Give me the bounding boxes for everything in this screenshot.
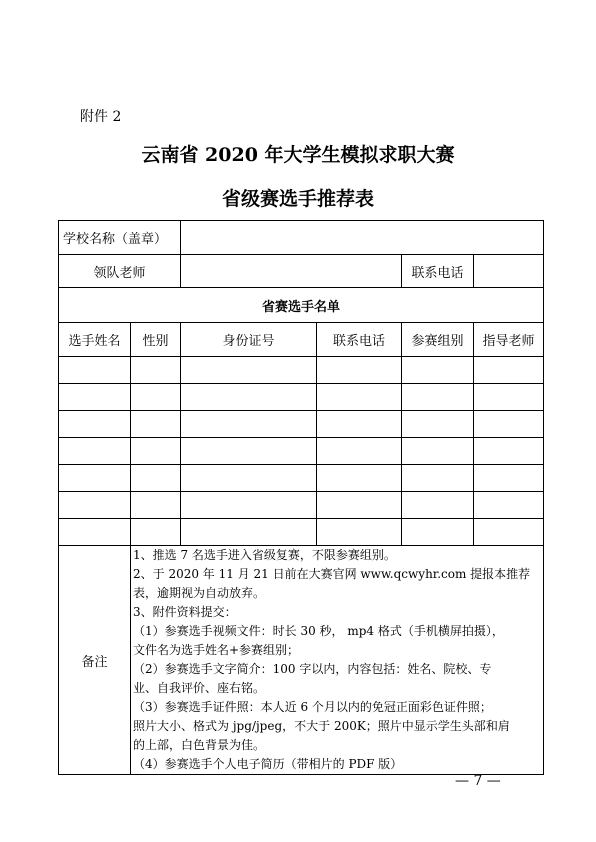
note-line: （2）参赛选手文字简介：100 字以内，内容包括：姓名、院校、专: [133, 662, 492, 676]
table-cell[interactable]: [131, 465, 181, 492]
table-cell[interactable]: [317, 438, 402, 465]
table-cell[interactable]: [59, 438, 131, 465]
notes-content: [131, 546, 544, 775]
table-cell[interactable]: [402, 438, 474, 465]
table-cell[interactable]: [474, 384, 544, 411]
column-header: 选手姓名: [59, 323, 131, 357]
table-cell[interactable]: [474, 438, 544, 465]
school-label: 学校名称（盖章）: [59, 221, 181, 255]
table-cell[interactable]: [131, 357, 181, 384]
table-cell[interactable]: [181, 411, 317, 438]
list-title-row: [59, 288, 544, 323]
table-cell[interactable]: [131, 492, 181, 519]
table-cell[interactable]: [59, 411, 131, 438]
leader-phone-value-cell[interactable]: [474, 255, 544, 288]
table-cell[interactable]: [181, 492, 317, 519]
note-line: 表，逾期视为自动放弃。: [133, 586, 266, 600]
note-line: 的上部，白色背景为佳。: [133, 738, 266, 752]
table-cell[interactable]: [181, 357, 317, 384]
leader-phone-label: 联系电话: [402, 255, 474, 288]
page-number: — 7 —: [455, 773, 501, 789]
document-subtitle: 省级赛选手推荐表: [221, 188, 374, 210]
table-cell[interactable]: [474, 411, 544, 438]
leader-label: 领队老师: [59, 255, 181, 288]
recommendation-form-table: [58, 220, 544, 775]
note-line: （3）参赛选手证件照：本人近 6 个月以内的免冠正面彩色证件照；: [133, 700, 492, 714]
note-line: （1）参赛选手视频文件：时长 30 秒， mp4 格式（手机横屏拍摄），: [133, 624, 504, 638]
note-line: 1、推选 7 名选手进入省级复赛，不限参赛组别。: [133, 548, 396, 562]
table-cell[interactable]: [402, 492, 474, 519]
table-cell[interactable]: [181, 465, 317, 492]
table-row: [59, 492, 544, 519]
table-cell[interactable]: [402, 357, 474, 384]
note-line: 文件名为选手姓名+参赛组别；: [133, 643, 300, 657]
table-row: [59, 438, 544, 465]
table-row: [59, 465, 544, 492]
notes-row: [59, 546, 544, 775]
table-cell[interactable]: [474, 519, 544, 546]
table-cell[interactable]: [181, 519, 317, 546]
column-header: 参赛组别: [402, 323, 474, 357]
school-row: [59, 221, 544, 255]
table-cell[interactable]: [402, 384, 474, 411]
table-cell[interactable]: [317, 411, 402, 438]
table-cell[interactable]: [181, 438, 317, 465]
column-header-row: [59, 323, 544, 357]
column-header: 联系电话: [317, 323, 402, 357]
school-value-cell[interactable]: [181, 221, 544, 255]
list-title: 省赛选手名单: [59, 288, 544, 323]
table-cell[interactable]: [131, 384, 181, 411]
note-line: 2、于 2020 年 11 月 21 日前在大赛官网 www.qcwyhr.com 提报本推荐: [133, 567, 531, 581]
table-row: [59, 357, 544, 384]
table-cell[interactable]: [317, 519, 402, 546]
table-cell[interactable]: [59, 492, 131, 519]
notes-label: 备注: [59, 546, 131, 775]
table-cell[interactable]: [59, 384, 131, 411]
table-cell[interactable]: [402, 411, 474, 438]
table-cell[interactable]: [474, 465, 544, 492]
table-cell[interactable]: [131, 519, 181, 546]
table-cell[interactable]: [131, 438, 181, 465]
note-line: 3、附件资料提交：: [133, 605, 237, 619]
table-cell[interactable]: [181, 384, 317, 411]
note-line: 照片大小、格式为 jpg/jpeg，不大于 200K；照片中显示学生头部和肩: [133, 719, 510, 733]
table-cell[interactable]: [59, 519, 131, 546]
note-line: （4）参赛选手个人电子简历（带相片的 PDF 版）: [133, 757, 403, 771]
table-cell[interactable]: [317, 384, 402, 411]
table-cell[interactable]: [474, 357, 544, 384]
column-header: 指导老师: [474, 323, 544, 357]
table-row: [59, 384, 544, 411]
table-cell[interactable]: [59, 465, 131, 492]
table-row: [59, 519, 544, 546]
table-row: [59, 411, 544, 438]
table-cell[interactable]: [317, 357, 402, 384]
table-cell[interactable]: [59, 357, 131, 384]
column-header: 性别: [131, 323, 181, 357]
leader-row: [59, 255, 544, 288]
table-cell[interactable]: [402, 519, 474, 546]
table-cell[interactable]: [317, 492, 402, 519]
document-title: 云南省 2020 年大学生模拟求职大赛: [141, 144, 455, 166]
note-line: 业、自我评价、座右铭。: [133, 681, 266, 695]
table-cell[interactable]: [474, 492, 544, 519]
table-cell[interactable]: [317, 465, 402, 492]
leader-value-cell[interactable]: [181, 255, 402, 288]
column-header: 身份证号: [181, 323, 317, 357]
attachment-label: 附件 2: [80, 109, 122, 125]
table-cell[interactable]: [402, 465, 474, 492]
table-cell[interactable]: [131, 411, 181, 438]
